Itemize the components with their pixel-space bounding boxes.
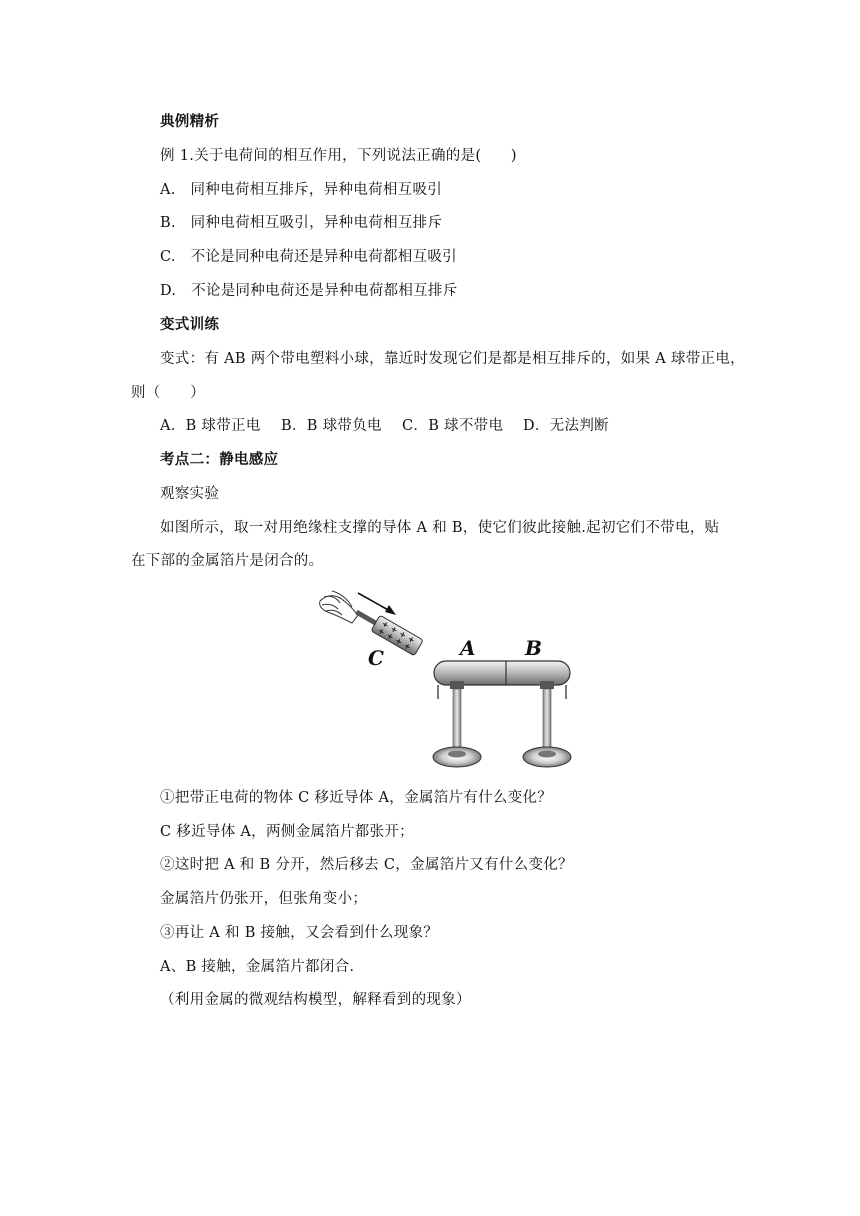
hand-drawing — [320, 591, 358, 623]
option-d: D. 不论是同种电荷还是异种电荷都相互排斥 — [160, 283, 458, 299]
step-1-question: ①把带正电荷的物体 C 移近导体 A，金属箔片有什么变化？ — [160, 790, 553, 806]
section-heading-induction: 考点二：静电感应 — [160, 452, 279, 468]
choice-a: A．B 球带正电 — [160, 418, 261, 434]
electrostatic-induction-figure — [310, 585, 585, 775]
label-a: A — [460, 636, 476, 660]
choice-b: B．B 球带负电 — [281, 418, 382, 434]
experiment-subheading: 观察实验 — [160, 486, 220, 502]
step-3-answer: A、B 接触，金属箔片都闭合. — [160, 959, 355, 975]
svg-text:+: + — [393, 636, 404, 648]
label-c: C — [368, 646, 384, 670]
practice-choices — [160, 416, 609, 436]
step-2-question: ②这时把 A 和 B 分开，然后移去 C，金属箔片又有什么变化？ — [160, 857, 573, 873]
svg-text:+: + — [402, 641, 413, 653]
svg-text:+: + — [397, 629, 408, 641]
svg-text:+: + — [384, 631, 396, 643]
option-c: C. 不论是同种电荷还是异种电荷都相互吸引 — [160, 249, 457, 265]
svg-text:+: + — [376, 626, 387, 638]
choice-c: C．B 球不带电 — [402, 418, 504, 434]
step-1-answer: C 移近导体 A，两侧金属箔片都张开； — [160, 824, 414, 840]
insulating-stand-right — [523, 681, 571, 767]
choice-d: D．无法判断 — [523, 418, 609, 434]
insulating-stand-left — [433, 681, 481, 767]
motion-arrow — [358, 593, 396, 615]
practice-question-line1: 变式：有 AB 两个带电塑料小球，靠近时发现它们是都是相互排斥的，如果 A 球带正电， — [160, 351, 745, 367]
section-heading-practice: 变式训练 — [160, 317, 220, 333]
experiment-paragraph-line2: 在下部的金属箔片是闭合的。 — [131, 553, 324, 569]
example-question: 例 1.关于电荷间的相互作用，下列说法正确的是( ) — [160, 148, 517, 164]
practice-question-line2: 则（ ） — [131, 385, 205, 401]
step-2-answer: 金属箔片仍张开，但张角变小； — [160, 891, 368, 907]
label-b: B — [525, 636, 542, 660]
experiment-paragraph-line1: 如图所示，取一对用绝缘柱支撑的导体 A 和 B，使它们彼此接触.起初它们不带电，贴 — [160, 520, 720, 536]
option-b: B. 同种电荷相互吸引，异种电荷相互排斥 — [160, 215, 443, 231]
section-heading-examples: 典例精析 — [160, 114, 220, 130]
svg-text:+: + — [380, 619, 391, 631]
svg-text:+: + — [406, 634, 417, 646]
option-a: A. 同种电荷相互排斥，异种电荷相互吸引 — [160, 182, 443, 198]
step-3-question: ③再让 A 和 B 接触，又会看到什么现象？ — [160, 925, 439, 941]
explanation-note: （利用金属的微观结构模型，解释看到的现象） — [160, 992, 471, 1008]
svg-text:+: + — [388, 624, 400, 636]
